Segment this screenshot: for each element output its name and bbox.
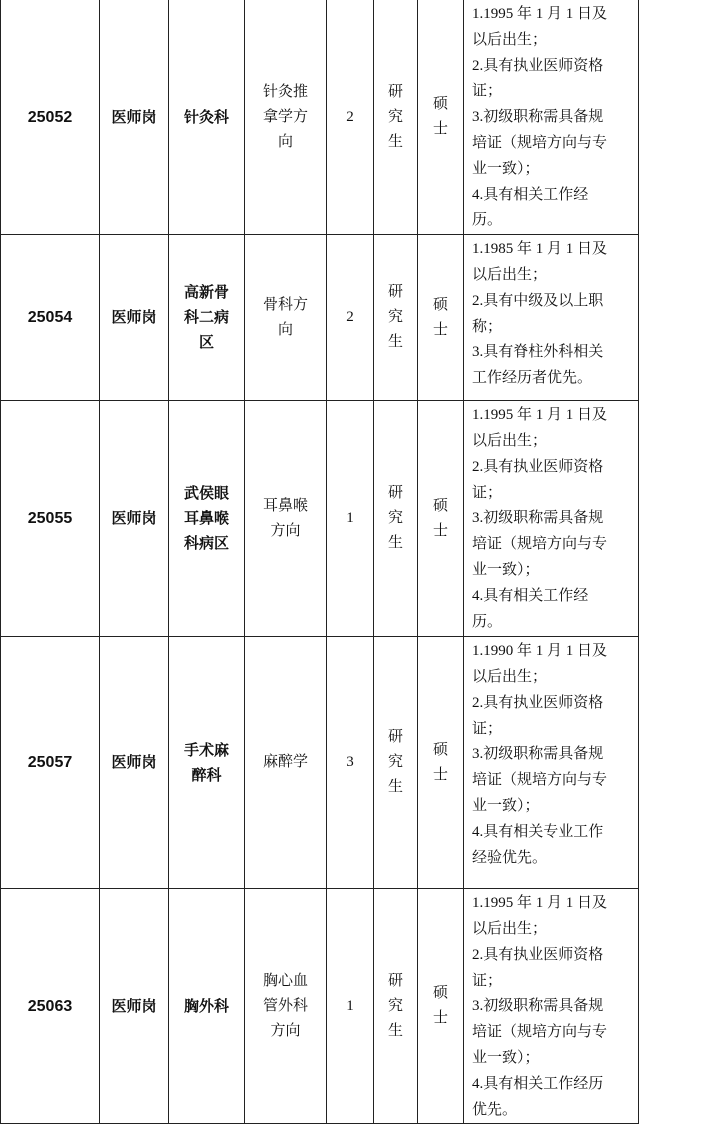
education-line: 究 — [387, 997, 403, 1014]
requirements-line: 证； — [472, 972, 503, 989]
department — [169, 637, 245, 889]
requirements-line: 以后出生； — [472, 920, 548, 937]
requirements-line: 1.1995 年 1 月 1 日及 — [472, 895, 608, 912]
post-name — [100, 637, 169, 889]
post-name — [100, 0, 169, 235]
major-direction — [245, 637, 327, 889]
requirements-line: 称； — [472, 318, 503, 335]
education-line: 研 — [387, 284, 403, 301]
requirements-line: 4.具有相关专业工作 — [472, 823, 604, 840]
requirements-line: 3.初级职称需具备规 — [472, 746, 604, 763]
requirements-line: 工作经历者优先。 — [472, 370, 593, 387]
table-row — [1, 0, 639, 235]
requirements-line: 2.具有执业医师资格 — [472, 458, 604, 475]
degree — [418, 637, 464, 889]
requirements-line: 业一致）； — [472, 797, 540, 814]
major-direction-line: 管外科 — [262, 997, 308, 1014]
post-name — [100, 401, 169, 637]
education — [374, 235, 418, 401]
requirements-line: 2.具有执业医师资格 — [472, 946, 604, 963]
requirements-line: 4.具有相关工作经历 — [472, 1075, 604, 1092]
post-name-text: 医师岗 — [111, 509, 157, 528]
requirements — [464, 401, 639, 637]
degree-line: 硕 — [432, 296, 448, 313]
major-direction-line: 胸心血 — [262, 972, 308, 989]
department-line: 耳鼻喉 — [183, 509, 229, 528]
requirements-line: 历。 — [472, 613, 503, 630]
requirements-line: 3.初级职称需具备规 — [472, 109, 604, 126]
degree-line: 硕 — [432, 497, 448, 514]
requirements-line: 培证（规培方向与专 — [472, 134, 608, 151]
degree — [418, 235, 464, 401]
requirements-line: 3.初级职称需具备规 — [472, 510, 604, 527]
requirements-line: 以后出生； — [472, 31, 548, 48]
department-line: 高新骨 — [183, 283, 229, 302]
major-direction — [245, 0, 327, 235]
table-row — [1, 401, 639, 637]
requirements-line: 培证（规培方向与专 — [472, 772, 608, 789]
major-direction-line: 针灸推 — [262, 83, 308, 100]
department — [169, 235, 245, 401]
education-line: 生 — [387, 779, 403, 796]
degree-line: 硕 — [432, 741, 448, 758]
department-line: 区 — [198, 333, 214, 352]
department-line: 针灸科 — [183, 107, 229, 126]
requirements — [464, 889, 639, 1124]
department-line: 醉科 — [191, 765, 222, 784]
position-code — [1, 401, 100, 637]
major-direction-line: 耳鼻喉 — [262, 497, 308, 514]
degree — [418, 0, 464, 235]
major-direction-line: 方向 — [270, 1022, 301, 1039]
education-line: 究 — [387, 754, 403, 771]
post-name-text: 医师岗 — [111, 107, 157, 126]
major-direction-line: 骨科方 — [262, 296, 308, 313]
education — [374, 0, 418, 235]
requirements-line: 证； — [472, 83, 503, 100]
degree-line: 硕 — [432, 96, 448, 113]
requirements-line: 2.具有执业医师资格 — [472, 57, 604, 74]
department-line: 胸外科 — [183, 996, 229, 1015]
requirements-line: 2.具有中级及以上职 — [472, 292, 604, 309]
education-line: 生 — [387, 334, 403, 351]
degree — [418, 889, 464, 1124]
education-line: 研 — [387, 972, 403, 989]
degree-line: 士 — [432, 1010, 448, 1027]
hiring-count-text: 3 — [346, 754, 354, 771]
position-code — [1, 235, 100, 401]
position-code-text: 25055 — [27, 510, 73, 528]
department-line: 手术麻 — [183, 740, 229, 759]
major-direction-line: 向 — [277, 133, 293, 150]
education-line: 生 — [387, 133, 403, 150]
position-code — [1, 0, 100, 235]
education — [374, 637, 418, 889]
requirements-line: 3.具有脊柱外科相关 — [472, 344, 604, 361]
requirements-line: 经验优先。 — [472, 849, 548, 866]
department — [169, 401, 245, 637]
requirements-line: 历。 — [472, 212, 503, 229]
hiring-count-text: 1 — [346, 510, 354, 527]
department — [169, 889, 245, 1124]
degree-line: 硕 — [432, 985, 448, 1002]
education-line: 研 — [387, 485, 403, 502]
degree-line: 士 — [432, 522, 448, 539]
position-code-text: 25052 — [27, 108, 73, 126]
degree-line: 士 — [432, 766, 448, 783]
education-line: 研 — [387, 729, 403, 746]
major-direction — [245, 889, 327, 1124]
requirements — [464, 235, 639, 401]
department-line: 科二病 — [183, 308, 229, 327]
requirements-line: 4.具有相关工作经 — [472, 587, 589, 604]
education — [374, 889, 418, 1124]
hiring-count-text: 2 — [346, 108, 354, 125]
education-line: 生 — [387, 535, 403, 552]
post-name-text: 医师岗 — [111, 753, 157, 772]
post-name — [100, 889, 169, 1124]
major-direction-line: 向 — [277, 321, 293, 338]
requirements-line: 证； — [472, 484, 503, 501]
position-code — [1, 637, 100, 889]
education — [374, 401, 418, 637]
education-line: 究 — [387, 510, 403, 527]
department-line: 武侯眼 — [183, 484, 229, 503]
hiring-count — [327, 235, 374, 401]
requirements-line: 优先。 — [472, 1101, 518, 1118]
requirements-line: 以后出生； — [472, 668, 548, 685]
table-row — [1, 235, 639, 401]
hiring-count-text: 2 — [346, 309, 354, 326]
degree-line: 士 — [432, 121, 448, 138]
education-line: 究 — [387, 309, 403, 326]
hiring-count — [327, 401, 374, 637]
hiring-count-text: 1 — [346, 997, 354, 1014]
hiring-count — [327, 0, 374, 235]
position-code-text: 25063 — [27, 997, 73, 1015]
position-code-text: 25057 — [27, 754, 73, 772]
post-name-text: 医师岗 — [111, 996, 157, 1015]
major-direction-line: 方向 — [270, 522, 301, 539]
requirements-line: 证； — [472, 720, 503, 737]
department — [169, 0, 245, 235]
major-direction — [245, 235, 327, 401]
position-code-text: 25054 — [27, 309, 73, 327]
requirements-line: 2.具有执业医师资格 — [472, 694, 604, 711]
requirements-line: 4.具有相关工作经 — [472, 186, 589, 203]
major-direction-line: 麻醉学 — [262, 754, 308, 771]
post-name-text: 医师岗 — [111, 308, 157, 327]
major-direction — [245, 401, 327, 637]
requirements-line: 培证（规培方向与专 — [472, 536, 608, 553]
major-direction-line: 拿学方 — [262, 108, 308, 125]
requirements-line: 1.1995 年 1 月 1 日及 — [472, 6, 608, 22]
requirements-line: 1.1990 年 1 月 1 日及 — [472, 643, 608, 660]
department-line: 科病区 — [183, 534, 229, 553]
post-name — [100, 235, 169, 401]
education-line: 研 — [387, 83, 403, 100]
requirements-line: 以后出生； — [472, 266, 548, 283]
education-line: 究 — [387, 108, 403, 125]
requirements-line: 业一致）； — [472, 1049, 540, 1066]
requirements — [464, 637, 639, 889]
requirements-line: 1.1985 年 1 月 1 日及 — [472, 241, 608, 258]
degree — [418, 401, 464, 637]
requirements-line: 1.1995 年 1 月 1 日及 — [472, 407, 608, 424]
position-code — [1, 889, 100, 1124]
hiring-count — [327, 889, 374, 1124]
degree-line: 士 — [432, 321, 448, 338]
requirements-line: 培证（规培方向与专 — [472, 1024, 608, 1041]
requirements-line: 3.初级职称需具备规 — [472, 998, 604, 1015]
education-line: 生 — [387, 1022, 403, 1039]
requirements-line: 业一致）； — [472, 561, 540, 578]
requirements-line: 以后出生； — [472, 432, 548, 449]
hiring-count — [327, 637, 374, 889]
table-row — [1, 637, 639, 889]
table-row — [1, 889, 639, 1124]
requirements — [464, 0, 639, 235]
requirements-line: 业一致）； — [472, 160, 540, 177]
